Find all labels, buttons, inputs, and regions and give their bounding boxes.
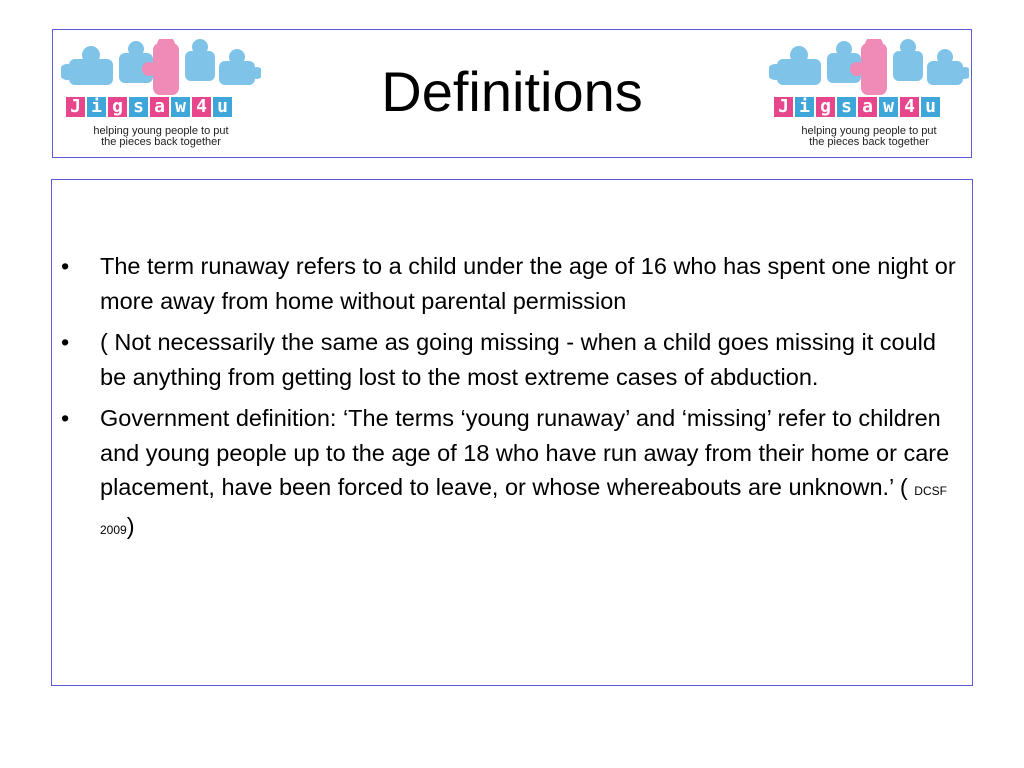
logo-letter: 4 bbox=[900, 97, 919, 117]
logo-letter: i bbox=[795, 97, 814, 117]
bullet-item-runaway bbox=[56, 249, 966, 318]
bullet-list bbox=[56, 249, 966, 554]
logo-letter: u bbox=[921, 97, 940, 117]
citation: DCSF 2009 bbox=[100, 484, 947, 537]
logo-letter: J bbox=[66, 97, 85, 117]
bullet-text: ( Not necessarily the same as going missing - when a child goes missing it could be anything from getting lost to the most extreme cases of abduction. bbox=[100, 329, 936, 390]
slide-title: Definitions bbox=[381, 60, 643, 123]
logo-tagline-line2: the pieces back together bbox=[101, 136, 221, 148]
logo-letter: a bbox=[150, 97, 169, 117]
logo-letter: g bbox=[108, 97, 127, 117]
logo-letter: g bbox=[816, 97, 835, 117]
logo-letter: 4 bbox=[192, 97, 211, 117]
bullet-text: The term runaway refers to a child under the age of 16 who has spent one night or more away from home without parental permission bbox=[100, 253, 956, 314]
bullet-item-missing bbox=[56, 325, 966, 394]
title-box bbox=[52, 29, 972, 158]
logo-letter: a bbox=[858, 97, 877, 117]
logo-letter: u bbox=[213, 97, 232, 117]
logo-letter: i bbox=[87, 97, 106, 117]
bullet-marker: • bbox=[61, 329, 70, 355]
jigsaw4u-logo-right bbox=[769, 39, 969, 151]
logo-tagline bbox=[61, 126, 261, 148]
logo-letter: s bbox=[837, 97, 856, 117]
bullet-text: Government definition: ‘The terms ‘young runaway’ and ‘missing’ refer to children and young people up to the age of 18 who have run away from their home or care placement, have been forced to leave, or whose whereabouts are unknown.’ ( bbox=[100, 405, 950, 500]
logo-letter: s bbox=[129, 97, 148, 117]
puzzle-pieces-icon bbox=[769, 39, 969, 99]
bullet-marker: • bbox=[61, 405, 70, 431]
logo-tagline bbox=[769, 126, 969, 148]
closing-paren: ) bbox=[126, 512, 135, 539]
logo-tagline-line2: the pieces back together bbox=[809, 136, 929, 148]
logo-tagline-line1: helping young people to put bbox=[801, 125, 937, 137]
logo-letter: w bbox=[879, 97, 898, 117]
logo-tagline-line1: helping young people to put bbox=[93, 125, 229, 137]
bullet-marker: • bbox=[61, 253, 70, 279]
bullet-item-government-definition bbox=[56, 401, 966, 547]
logo-letter: w bbox=[171, 97, 190, 117]
logo-wordmark bbox=[774, 97, 940, 117]
logo-letter: J bbox=[774, 97, 793, 117]
